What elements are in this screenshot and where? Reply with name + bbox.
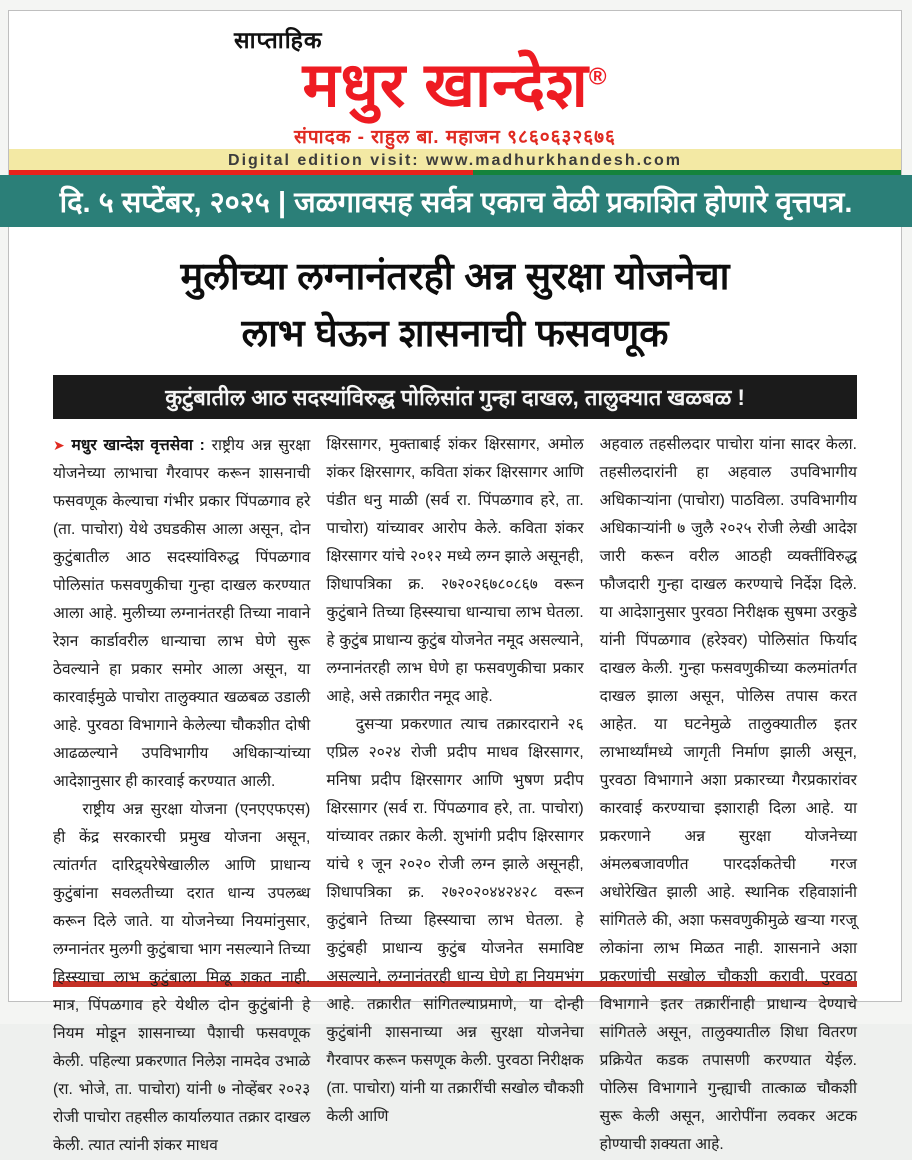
article-headline — [53, 249, 857, 363]
byline: मधुर खान्देश वृत्तसेवा : — [71, 437, 205, 454]
paragraph-text: राष्ट्रीय अन्न सुरक्षा योजनेच्या लाभाचा गैरवापर करून शासनाची फसवणूक केल्याचा गंभीर प्रकार पिंपळगाव हरे (ता. पाचोरा) येथे उघडकीस आला असून, दोन कुटुंबातील आठ सदस्यांविरुद्ध पिंपळगाव पोलिसांत फसवणुकीचा गुन्हा दाखल करण्यात आला आहे. मुलीच्या लग्नानंतरही तिच्या नावाने रेशन कार्डावरील धान्याचा लाभ घेणे सुरू ठेवल्याने हा प्रकार समोर आला असून, या कारवाईमुळे पाचोरा तालुक्यात खळबळ उडाली आहे. पुरवठा विभागाने केलेल्या चौकशीत दोषी आढळल्याने उपविभागीय अधिकाऱ्यांच्या आदेशानुसार ही कारवाई करण्यात आली. — [53, 437, 311, 790]
registered-mark: ® — [588, 63, 608, 91]
article-column-3 — [599, 431, 857, 1153]
article-column-1 — [53, 431, 311, 1154]
paragraph: अहवाल तहसीलदार पाचोरा यांना सादर केला. तहसीलदारांनी हा अहवाल उपविभागीय अधिकाऱ्यांना (पाचोरा) पाठविला. उपविभागीय अधिकाऱ्यांनी ७ जुलै २०२५ रोजी लेखी आदेश जारी करून वरील आठही व्यक्तींविरुद्ध फौजदारी गुन्हा दाखल करण्याचे निर्देश दिले. या आदेशानुसार पुरवठा निरीक्षक सुषमा उरकुडे यांनी पिंपळगाव (हरेश्वर) पोलिसांत फिर्याद दाखल केली. गुन्हा फसवणुकीच्या कलमांतर्गत दाखल झाला असून, पोलिस तपास करत आहेत. या घटनेमुळे तालुक्यातील इतर लाभार्थ्यांमध्ये जागृती निर्माण झाली असून, पुरवठा विभागाने अशा प्रकारच्या गैरप्रकारांवर कारवाई करण्याचा इशाराही दिला आहे. या प्रकरणाने अन्न सुरक्षा योजनेच्या अंमलबजावणीत पारदर्शकतेची गरज अधोरेखित झाली आहे. स्थानिक रहिवाशांनी सांगितले की, अशा फसवणुकीमुळे खऱ्या गरजू लोकांना लाभ मिळत नाही. शासनाने अशा प्रकरणांची सखोल चौकशी करावी. पुरवठा विभागाने इतर तक्रारींनाही प्राधान्य देण्याचे सांगितले असून, तालुक्यातील शिधा वितरण प्रक्रियेत कडक तपासणी करण्यात येईल. पोलिस विभागाने गुन्ह्याची तात्काळ चौकशी सुरू केली असून, आरोपींना लवकर अटक होण्याची शक्यता आहे. — [599, 436, 857, 1153]
date-banner — [0, 175, 912, 227]
byline-arrow-icon: ➤ — [53, 437, 65, 453]
newspaper-page — [8, 10, 902, 1154]
headline-line-1: मुलीच्या लग्नानंतरही अन्न सुरक्षा योजनेचा — [180, 256, 730, 298]
article-column-2 — [326, 431, 584, 1125]
paragraph — [53, 431, 310, 796]
article-columns — [53, 431, 857, 1154]
paragraph: राष्ट्रीय अन्न सुरक्षा योजना (एनएएफएस) ही केंद्र सरकारची प्रमुख योजना असून, त्यांतर्गत दारिद्र्यरेषेखालील आणि प्राधान्य कुटुंबांना सवलतीच्या दरात धान्य उपलब्ध करून दिले जाते. या योजनेच्या नियमांनुसार, लग्नानंतर मुलगी कुटुंबाचा भाग नसल्याने तिच्या हिस्स्याचा लाभ कुटुंबाला मिळू शकत नाही. मात्र, पिंपळगाव हरे येथील दोन कुटुंबांनी हे नियम मोडून शासनाच्या पैशाची फसवणूक केली. पहिल्या प्रकरणात निलेश नामदेव उभाळे (रा. भोजे, ता. पाचोरा) यांनी ७ नोव्हेंबर २०२३ रोजी पाचोरा तहसील कार्यालयात तक्रार दाखल केली. त्यात त्यांनी शंकर माधव — [53, 801, 311, 1154]
headline-line-2: लाभ घेऊन शासनाची फसवणूक — [241, 313, 669, 355]
date-banner-text: दि. ५ सप्टेंबर, २०२५ | जळगावसह सर्वत्र एकाच वेळी प्रकाशित होणारे वृत्तपत्र. — [59, 186, 853, 219]
digital-edition-url: Digital edition visit: www.madhurkhandesh.com — [228, 152, 682, 169]
masthead-tagline: साप्ताहिक — [234, 27, 323, 53]
paragraph: दुसऱ्या प्रकरणात त्याच तक्रारदाराने २६ एप्रिल २०२४ रोजी प्रदीप माधव क्षिरसागर, मनिषा प्रदीप क्षिरसागर आणि भुषण प्रदीप क्षिरसागर (सर्व रा. पिंपळगाव हरे, ता. पाचोरा) यांच्यावर तक्रार केली. शुभांगी प्रदीप क्षिरसागर यांचे १ जून २०२० रोजी लग्न झाले असूनही, शिधापत्रिका क्र. २७२०२०४४२४२८ वरून कुटुंबाने तिच्या हिस्स्याचा लाभ घेतला. हे कुटुंबही प्राधान्य कुटुंब योजनेत समाविष्ट असल्याने, लग्नानंतरही धान्य घेणे हा नियमभंग आहे. तक्रारीत सांगितल्याप्रमाणे, या दोन्ही कुटुंबांनी शासनाच्या अन्न सुरक्षा योजनेचा गैरवापर करून फसणूक केली. पुरवठा निरीक्षक (ता. पाचोरा) यांनी या तक्रारींची सखोल चौकशी केली आणि — [326, 716, 584, 1125]
article — [9, 227, 901, 1154]
newspaper-title-text: मधुर खान्देश — [302, 51, 589, 120]
editor-line: संपादक - राहुल बा. महाजन ९८६०६३२६७६ — [294, 127, 616, 148]
article-subheadline: कुटुंबातील आठ सदस्यांविरुद्ध पोलिसांत गुन्हा दाखल, तालुक्यात खळबळ ! — [53, 375, 857, 419]
logo-block — [228, 23, 682, 170]
masthead — [9, 11, 901, 169]
paragraph: क्षिरसागर, मुक्ताबाई शंकर क्षिरसागर, अमोल शंकर क्षिरसागर, कविता शंकर क्षिरसागर आणि पंडीत धनु माळी (सर्व रा. पिंपळगाव हरे, ता. पाचोरा) यांच्यावर आरोप केले. कविता शंकर क्षिरसागर यांचे २०१२ मध्ये लग्न झाले असूनही, शिधापत्रिका क्र. २७२०२६७८०८६७ वरून कुटुंबाने तिच्या हिस्स्याचा धान्याचा लाभ घेतला. हे कुटुंब प्राधान्य कुटुंब योजनेत नमूद असल्याने, लग्नानंतरही लाभ घेणे हा फसवणुकीचा प्रकार आहे, असे तक्रारीत नमूद आहे. — [326, 436, 584, 705]
newspaper-title — [228, 51, 682, 120]
